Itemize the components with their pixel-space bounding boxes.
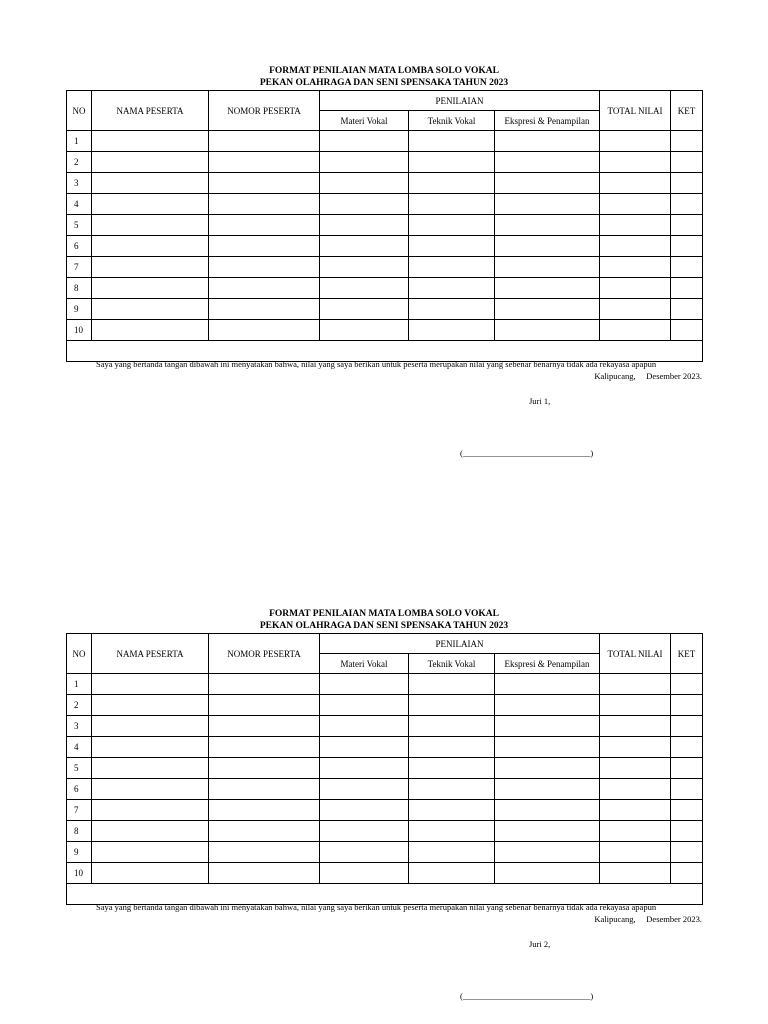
teknik-cell[interactable] <box>409 842 495 863</box>
teknik-cell[interactable] <box>409 800 495 821</box>
nama-cell[interactable] <box>92 131 209 152</box>
nama-cell[interactable] <box>92 194 209 215</box>
teknik-cell[interactable] <box>409 695 495 716</box>
row-number: 8 <box>67 821 92 842</box>
header-ket: KET <box>671 91 703 131</box>
ekspresi-cell[interactable] <box>495 257 600 278</box>
nomor-cell[interactable] <box>209 863 320 884</box>
table-row <box>67 779 703 800</box>
teknik-cell[interactable] <box>409 173 495 194</box>
title-line-1: FORMAT PENILAIAN MATA LOMBA SOLO VOKAL <box>269 66 499 76</box>
judge-label: Juri 2, <box>529 939 551 949</box>
nomor-cell[interactable] <box>209 800 320 821</box>
header-nama-peserta: NAMA PESERTA <box>92 91 209 131</box>
teknik-cell[interactable] <box>409 194 495 215</box>
ekspresi-cell[interactable] <box>495 152 600 173</box>
materi-cell[interactable] <box>320 842 409 863</box>
nama-cell[interactable] <box>92 299 209 320</box>
materi-cell[interactable] <box>320 737 409 758</box>
statement-text: Saya yang bertanda tangan dibawah ini menyatakan bahwa, nilai yang saya berikan untuk peserta merupakan nilai yang sebenar benarnya tidak ada rekayasa apapun <box>96 902 657 912</box>
ket-cell[interactable] <box>671 800 703 821</box>
materi-cell[interactable] <box>320 299 409 320</box>
ekspresi-cell[interactable] <box>495 863 600 884</box>
ket-cell[interactable] <box>671 758 703 779</box>
ket-cell[interactable] <box>671 278 703 299</box>
table-row <box>67 215 703 236</box>
row-number: 9 <box>67 842 92 863</box>
ket-cell[interactable] <box>671 674 703 695</box>
header-no: NO <box>67 634 92 674</box>
table-row <box>67 758 703 779</box>
ekspresi-cell[interactable] <box>495 320 600 341</box>
form-title <box>0 65 768 89</box>
ket-cell[interactable] <box>671 716 703 737</box>
ket-cell[interactable] <box>671 779 703 800</box>
ket-cell[interactable] <box>671 863 703 884</box>
nomor-cell[interactable] <box>209 320 320 341</box>
header-nama-peserta: NAMA PESERTA <box>92 634 209 674</box>
teknik-cell[interactable] <box>409 236 495 257</box>
header-materi-vokal: Materi Vokal <box>320 111 409 131</box>
total-cell[interactable] <box>600 737 671 758</box>
row-number: 10 <box>67 863 92 884</box>
score-table <box>66 90 703 362</box>
materi-cell[interactable] <box>320 131 409 152</box>
materi-cell[interactable] <box>320 821 409 842</box>
teknik-cell[interactable] <box>409 131 495 152</box>
row-number: 1 <box>67 131 92 152</box>
ket-cell[interactable] <box>671 257 703 278</box>
header-teknik-vokal: Teknik Vokal <box>409 111 495 131</box>
teknik-cell[interactable] <box>409 320 495 341</box>
table-row <box>67 173 703 194</box>
nama-cell[interactable] <box>92 758 209 779</box>
ket-cell[interactable] <box>671 821 703 842</box>
teknik-cell[interactable] <box>409 152 495 173</box>
total-cell[interactable] <box>600 320 671 341</box>
ekspresi-cell[interactable] <box>495 800 600 821</box>
materi-cell[interactable] <box>320 152 409 173</box>
row-number: 2 <box>67 695 92 716</box>
nomor-cell[interactable] <box>209 194 320 215</box>
total-cell[interactable] <box>600 695 671 716</box>
signature-line[interactable]: (______________________________) <box>460 991 594 1001</box>
nama-cell[interactable] <box>92 737 209 758</box>
table-row <box>67 842 703 863</box>
nomor-cell[interactable] <box>209 215 320 236</box>
row-number: 4 <box>67 737 92 758</box>
total-cell[interactable] <box>600 152 671 173</box>
ekspresi-cell[interactable] <box>495 674 600 695</box>
nama-cell[interactable] <box>92 173 209 194</box>
materi-cell[interactable] <box>320 758 409 779</box>
nomor-cell[interactable] <box>209 716 320 737</box>
nomor-cell[interactable] <box>209 299 320 320</box>
teknik-cell[interactable] <box>409 278 495 299</box>
ekspresi-cell[interactable] <box>495 779 600 800</box>
total-cell[interactable] <box>600 278 671 299</box>
total-cell[interactable] <box>600 758 671 779</box>
materi-cell[interactable] <box>320 674 409 695</box>
row-number: 3 <box>67 173 92 194</box>
row-number: 7 <box>67 257 92 278</box>
ekspresi-cell[interactable] <box>495 716 600 737</box>
materi-cell[interactable] <box>320 236 409 257</box>
ekspresi-cell[interactable] <box>495 821 600 842</box>
table-row <box>67 236 703 257</box>
total-cell[interactable] <box>600 779 671 800</box>
materi-cell[interactable] <box>320 215 409 236</box>
nomor-cell[interactable] <box>209 257 320 278</box>
statement-text: Saya yang bertanda tangan dibawah ini menyatakan bahwa, nilai yang saya berikan untuk peserta merupakan nilai yang sebenar benarnya tidak ada rekayasa apapun <box>96 359 657 369</box>
judge-label: Juri 1, <box>529 396 551 406</box>
header-no: NO <box>67 91 92 131</box>
ekspresi-cell[interactable] <box>495 173 600 194</box>
nomor-cell[interactable] <box>209 236 320 257</box>
table-row <box>67 674 703 695</box>
row-number: 8 <box>67 278 92 299</box>
nomor-cell[interactable] <box>209 695 320 716</box>
teknik-cell[interactable] <box>409 779 495 800</box>
total-cell[interactable] <box>600 299 671 320</box>
nama-cell[interactable] <box>92 320 209 341</box>
table-row <box>67 320 703 341</box>
nama-cell[interactable] <box>92 716 209 737</box>
teknik-cell[interactable] <box>409 821 495 842</box>
nomor-cell[interactable] <box>209 842 320 863</box>
materi-cell[interactable] <box>320 320 409 341</box>
ket-cell[interactable] <box>671 215 703 236</box>
table-row <box>67 152 703 173</box>
materi-cell[interactable] <box>320 716 409 737</box>
row-number: 5 <box>67 215 92 236</box>
table-row <box>67 800 703 821</box>
materi-cell[interactable] <box>320 695 409 716</box>
nama-cell[interactable] <box>92 863 209 884</box>
nama-cell[interactable] <box>92 779 209 800</box>
teknik-cell[interactable] <box>409 863 495 884</box>
nama-cell[interactable] <box>92 152 209 173</box>
row-number: 6 <box>67 236 92 257</box>
total-cell[interactable] <box>600 842 671 863</box>
row-number: 7 <box>67 800 92 821</box>
ket-cell[interactable] <box>671 299 703 320</box>
materi-cell[interactable] <box>320 863 409 884</box>
nama-cell[interactable] <box>92 821 209 842</box>
nomor-cell[interactable] <box>209 758 320 779</box>
ket-cell[interactable] <box>671 173 703 194</box>
total-cell[interactable] <box>600 215 671 236</box>
ekspresi-cell[interactable] <box>495 737 600 758</box>
ekspresi-cell[interactable] <box>495 299 600 320</box>
materi-cell[interactable] <box>320 257 409 278</box>
nama-cell[interactable] <box>92 215 209 236</box>
header-teknik-vokal: Teknik Vokal <box>409 654 495 674</box>
total-cell[interactable] <box>600 194 671 215</box>
header-materi-vokal: Materi Vokal <box>320 654 409 674</box>
signature-line[interactable]: (______________________________) <box>460 448 594 458</box>
table-row <box>67 737 703 758</box>
header-penilaian: PENILAIAN <box>320 91 600 111</box>
place-date: Kalipucang, Desember 2023. <box>594 371 702 381</box>
total-cell[interactable] <box>600 236 671 257</box>
nama-cell[interactable] <box>92 800 209 821</box>
table-row <box>67 821 703 842</box>
ekspresi-cell[interactable] <box>495 278 600 299</box>
nomor-cell[interactable] <box>209 821 320 842</box>
ket-cell[interactable] <box>671 737 703 758</box>
table-row <box>67 299 703 320</box>
nama-cell[interactable] <box>92 257 209 278</box>
total-cell[interactable] <box>600 674 671 695</box>
nomor-cell[interactable] <box>209 278 320 299</box>
nomor-cell[interactable] <box>209 131 320 152</box>
table-row <box>67 716 703 737</box>
header-penilaian: PENILAIAN <box>320 634 600 654</box>
table-row <box>67 194 703 215</box>
total-cell[interactable] <box>600 257 671 278</box>
ekspresi-cell[interactable] <box>495 215 600 236</box>
ket-cell[interactable] <box>671 236 703 257</box>
ekspresi-cell[interactable] <box>495 236 600 257</box>
teknik-cell[interactable] <box>409 215 495 236</box>
row-number: 3 <box>67 716 92 737</box>
total-cell[interactable] <box>600 716 671 737</box>
row-number: 1 <box>67 674 92 695</box>
nomor-cell[interactable] <box>209 737 320 758</box>
teknik-cell[interactable] <box>409 257 495 278</box>
nama-cell[interactable] <box>92 236 209 257</box>
row-number: 5 <box>67 758 92 779</box>
nomor-cell[interactable] <box>209 779 320 800</box>
ket-cell[interactable] <box>671 131 703 152</box>
materi-cell[interactable] <box>320 194 409 215</box>
header-ket: KET <box>671 634 703 674</box>
table-row <box>67 863 703 884</box>
row-number: 2 <box>67 152 92 173</box>
header-total-nilai: TOTAL NILAI <box>600 91 671 131</box>
place-date: Kalipucang, Desember 2023. <box>594 914 702 924</box>
ekspresi-cell[interactable] <box>495 194 600 215</box>
ket-cell[interactable] <box>671 695 703 716</box>
table-row <box>67 278 703 299</box>
ket-cell[interactable] <box>671 152 703 173</box>
total-cell[interactable] <box>600 131 671 152</box>
header-ekspresi-penampilan: Ekspresi & Penampilan <box>495 654 600 674</box>
teknik-cell[interactable] <box>409 758 495 779</box>
ekspresi-cell[interactable] <box>495 695 600 716</box>
title-line-1: FORMAT PENILAIAN MATA LOMBA SOLO VOKAL <box>269 609 499 619</box>
nama-cell[interactable] <box>92 842 209 863</box>
teknik-cell[interactable] <box>409 674 495 695</box>
nama-cell[interactable] <box>92 695 209 716</box>
header-nomor-peserta: NOMOR PESERTA <box>209 91 320 131</box>
header-ekspresi-penampilan: Ekspresi & Penampilan <box>495 111 600 131</box>
total-cell[interactable] <box>600 173 671 194</box>
title-line-2: PEKAN OLAHRAGA DAN SENI SPENSAKA TAHUN 2023 <box>259 78 509 88</box>
teknik-cell[interactable] <box>409 716 495 737</box>
teknik-cell[interactable] <box>409 299 495 320</box>
total-cell[interactable] <box>600 863 671 884</box>
table-row <box>67 695 703 716</box>
teknik-cell[interactable] <box>409 737 495 758</box>
form-title <box>0 608 768 632</box>
row-number: 6 <box>67 779 92 800</box>
ekspresi-cell[interactable] <box>495 842 600 863</box>
ekspresi-cell[interactable] <box>495 131 600 152</box>
materi-cell[interactable] <box>320 779 409 800</box>
row-number: 9 <box>67 299 92 320</box>
title-line-2: PEKAN OLAHRAGA DAN SENI SPENSAKA TAHUN 2023 <box>259 621 509 631</box>
nama-cell[interactable] <box>92 278 209 299</box>
materi-cell[interactable] <box>320 173 409 194</box>
nomor-cell[interactable] <box>209 152 320 173</box>
nomor-cell[interactable] <box>209 674 320 695</box>
ket-cell[interactable] <box>671 842 703 863</box>
materi-cell[interactable] <box>320 278 409 299</box>
row-number: 10 <box>67 320 92 341</box>
ket-cell[interactable] <box>671 194 703 215</box>
table-row <box>67 257 703 278</box>
nama-cell[interactable] <box>92 674 209 695</box>
materi-cell[interactable] <box>320 800 409 821</box>
ekspresi-cell[interactable] <box>495 758 600 779</box>
total-cell[interactable] <box>600 821 671 842</box>
ket-cell[interactable] <box>671 320 703 341</box>
header-total-nilai: TOTAL NILAI <box>600 634 671 674</box>
table-row <box>67 131 703 152</box>
total-cell[interactable] <box>600 800 671 821</box>
nomor-cell[interactable] <box>209 173 320 194</box>
score-table <box>66 633 703 905</box>
header-nomor-peserta: NOMOR PESERTA <box>209 634 320 674</box>
row-number: 4 <box>67 194 92 215</box>
